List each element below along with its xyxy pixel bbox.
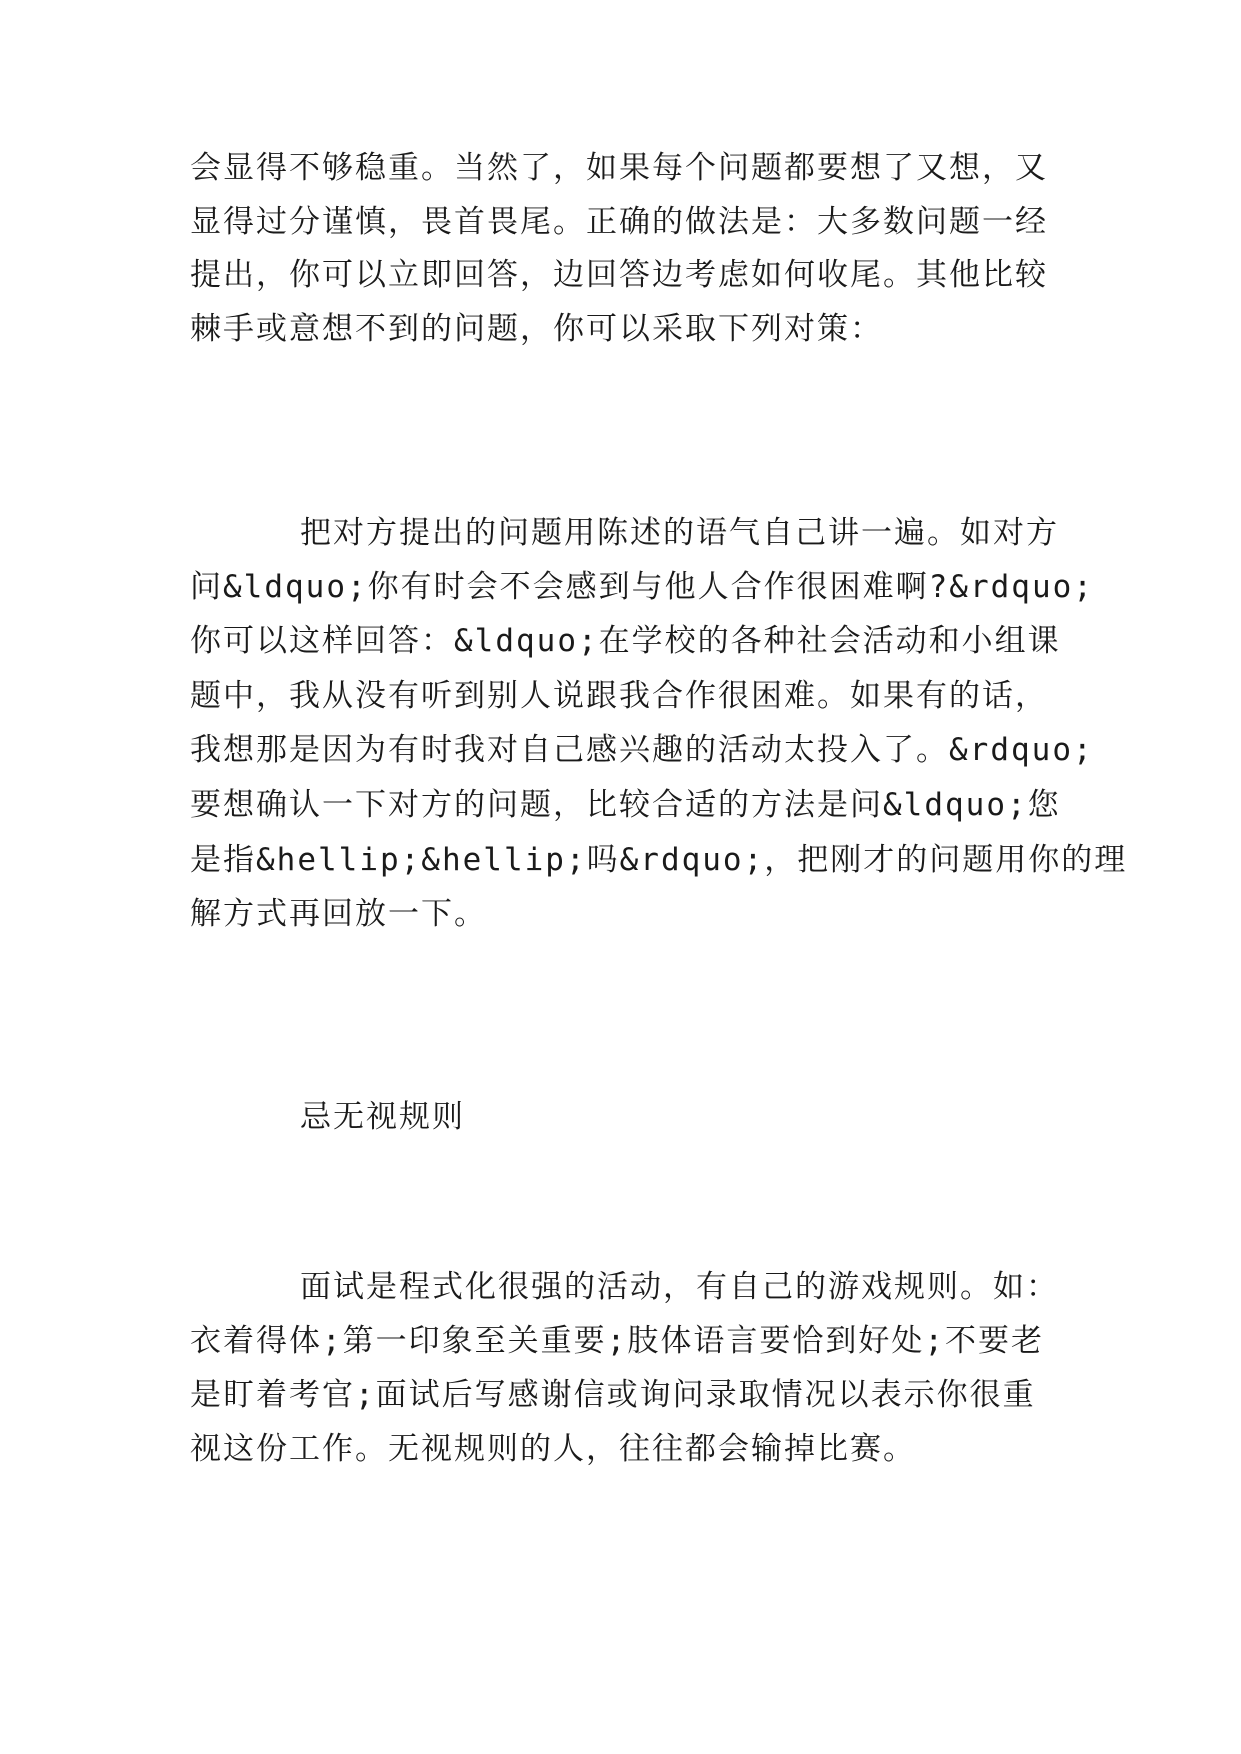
text-line: 把对方提出的问题用陈述的语气自己讲一遍。如对方	[300, 515, 1059, 551]
text-line: 面试是程式化很强的活动，有自己的游戏规则。如：	[300, 1269, 1059, 1305]
text-line: 我想那是因为有时我对自己感兴趣的活动太投入了。&rdquo;	[190, 732, 1094, 768]
text-line: 显得过分谨慎，畏首畏尾。正确的做法是：大多数问题一经	[190, 204, 1048, 240]
text-line: 题中，我从没有听到别人说跟我合作很困难。如果有的话，	[190, 678, 1048, 714]
text-line: 棘手或意想不到的问题，你可以采取下列对策：	[190, 311, 883, 347]
text-line: 提出，你可以立即回答，边回答边考虑如何收尾。其他比较	[190, 257, 1048, 293]
section-heading: 忌无视规则	[300, 1099, 465, 1135]
text-line: 要想确认一下对方的问题，比较合适的方法是问&ldquo;您	[190, 787, 1061, 823]
text-line: 视这份工作。无视规则的人，往往都会输掉比赛。	[190, 1431, 916, 1467]
text-line: 是盯着考官;面试后写感谢信或询问录取情况以表示你很重	[190, 1377, 1036, 1413]
text-line: 衣着得体;第一印象至关重要;肢体语言要恰到好处;不要老	[190, 1323, 1044, 1359]
text-line: 是指&hellip;&hellip;吗&rdquo;，把刚才的问题用你的理	[190, 842, 1128, 878]
text-line: 会显得不够稳重。当然了，如果每个问题都要想了又想，又	[190, 150, 1048, 186]
text-line: 你可以这样回答：&ldquo;在学校的各种社会活动和小组课	[190, 623, 1061, 659]
text-line: 问&ldquo;你有时会不会感到与他人合作很困难啊?&rdquo;	[190, 569, 1094, 605]
text-line: 解方式再回放一下。	[190, 896, 487, 932]
